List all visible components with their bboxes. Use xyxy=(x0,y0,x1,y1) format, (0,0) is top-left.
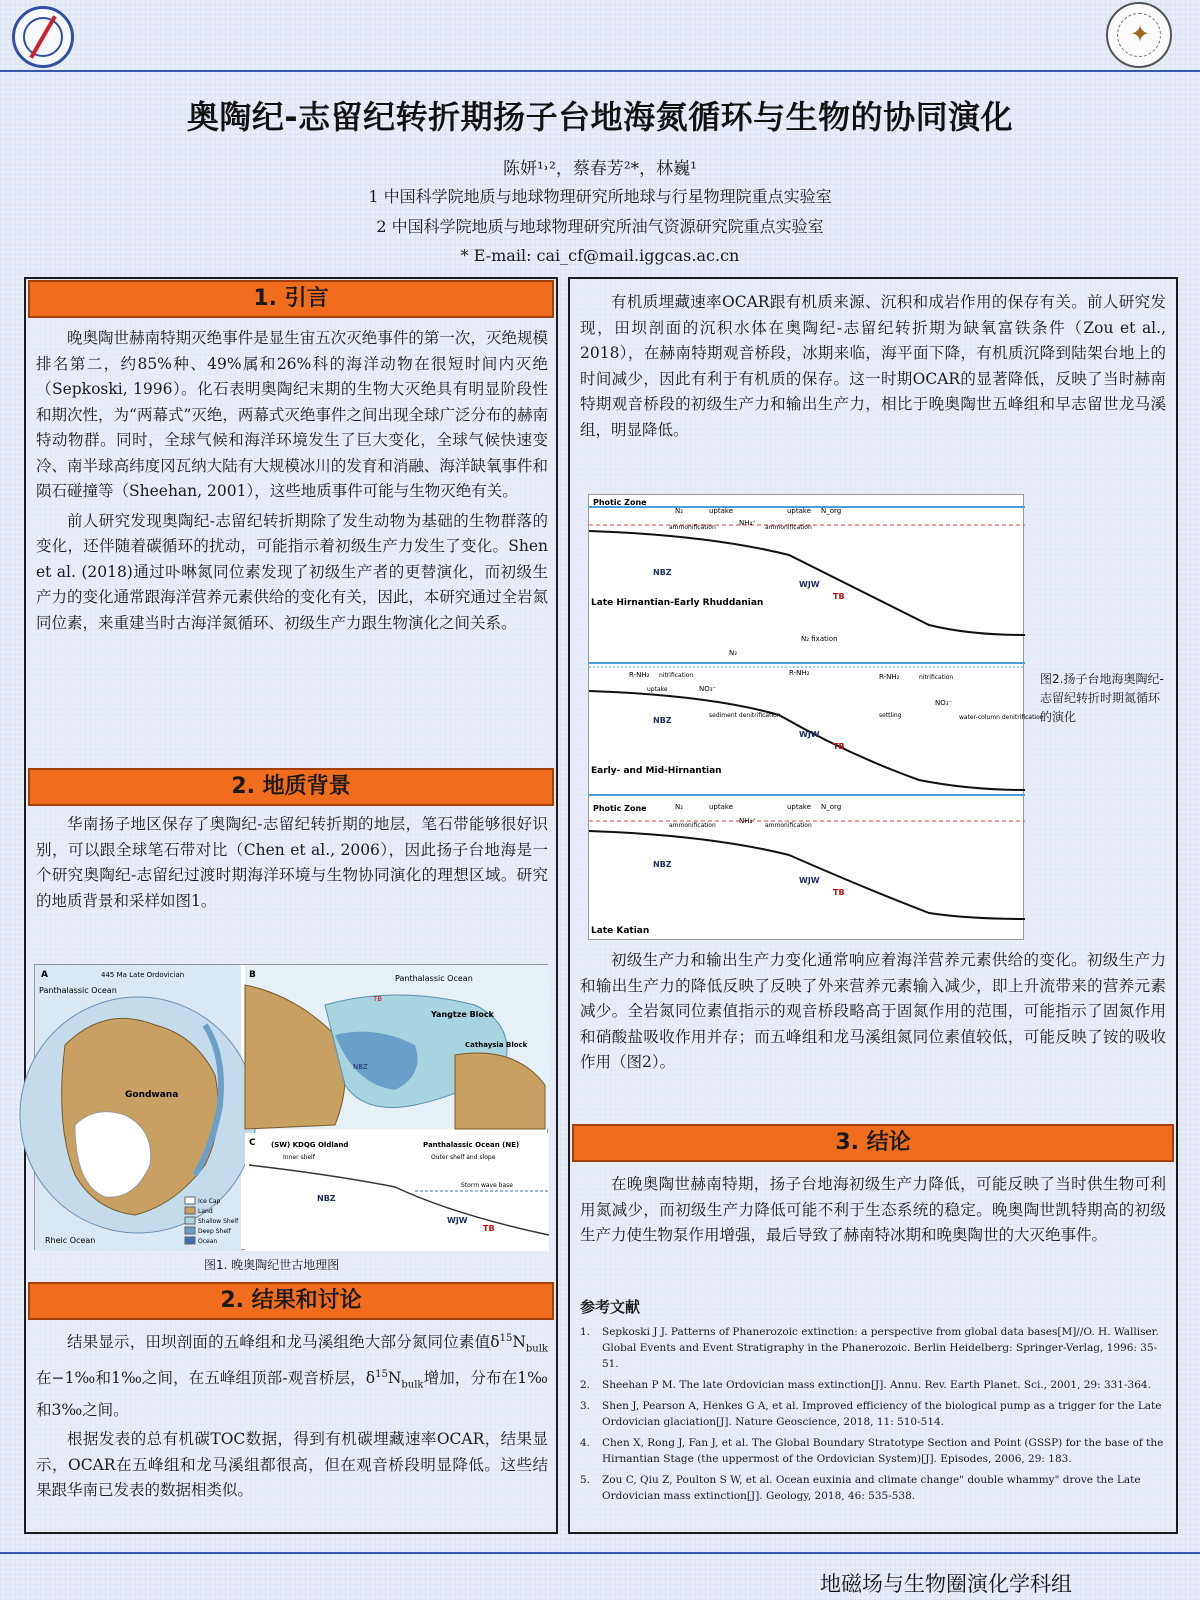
fig1-c-right-label: Panthalassic Ocean (NE) xyxy=(423,1141,520,1149)
fig2-p3-photic: Photic Zone xyxy=(593,804,647,813)
footer-group-name: 地磁场与生物圈演化学科组 xyxy=(820,1572,1072,1596)
fig2-p3-nh4: NH₄⁺ xyxy=(739,817,757,825)
fig2-p2-rnh2-c: R-NH₂ xyxy=(879,673,900,681)
fig2-p1-ammon-b: ammonification xyxy=(765,524,812,531)
fig2-p2-n2: N₂ xyxy=(729,649,738,657)
section-heading-intro: 1. 引言 xyxy=(28,280,554,318)
fig2-p1-norg: N_org xyxy=(821,507,842,515)
compass-icon: ✦ xyxy=(1130,20,1151,48)
fig2-p1-uptake-a: uptake xyxy=(709,507,734,515)
fig1-panel-c xyxy=(245,1133,549,1251)
fig1-panthalassic-label: Panthalassic Ocean xyxy=(39,986,117,995)
fig1-rheic-label: Rheic Ocean xyxy=(45,1236,96,1245)
fig1-c-tb: TB xyxy=(483,1224,495,1233)
fig2-p1-label: Late Hirnantian-Early Rhuddanian xyxy=(591,598,764,608)
fig2-p1-wjw: WJW xyxy=(799,580,820,589)
fig2-p2-settling: settling xyxy=(879,712,902,719)
fig2-p3-seafloor xyxy=(589,831,1025,919)
geology-paragraph-1: 华南扬子地区保存了奥陶纪-志留纪转折期的地层，笔石带能够很好识别，可以跟全球笔石带对比（Chen et al., 2006），因此扬子台地海是一个研究奥陶纪-志留纪过渡时期海洋环境与生物协同演化的理想区域。研究的地质背景和采样如图1。 xyxy=(36,815,548,910)
fig1-legend-deep: Deep Shelf xyxy=(198,1228,231,1235)
intro-paragraph-1: 晚奥陶世赫南特期灭绝事件是显生宙五次灭绝事件的第一次，灭绝规模排名第二，约85%种、49%属和26%科的海洋动物在很短时间内灭绝（Sepkoski, 1996）。化石表明奥陶纪末期的生物大灭绝具有明显阶段性和期次性，为“两幕式”灭绝，两幕式灭绝事件之间出现全球广泛分布的赫南特动物群。同时，全球气候和海洋环境发生了巨大变化，全球气候快速变冷、南半球高纬度冈瓦纳大陆有大规模冰川的发育和消融、海洋缺氧事件和陨石碰撞等（Sheehan, 2001），这些地质事件可能与生物灭绝有关。 xyxy=(36,329,548,500)
fig2-p3-nbz: NBZ xyxy=(653,860,672,869)
fig2-p3-tb: TB xyxy=(833,888,845,897)
results-text xyxy=(36,1326,548,1508)
fig2-p2-uptake: uptake xyxy=(647,686,668,693)
right-paragraph-1: 有机质埋藏速率OCAR跟有机质来源、沉积和成岩作用的保存有关。前人研究发现，田坝剖面的沉积水体在奥陶纪-志留纪转折期为缺氧富铁条件（Zou et al., 2018），在赫南特期观音桥段，冰期来临，海平面下降，有机质沉降到陆架台地上的时间减少，因此有利于有机质的保存。这一时期OCAR的显著降低，反映了当时赫南特期观音桥段的初级生产力和输出生产力，相比于晚奥陶世五峰组和早志留世龙马溪组，明显降低。 xyxy=(580,293,1166,439)
fig1-panel-c-label: C xyxy=(249,1138,256,1148)
fig1-legend-shallow: Shallow Shelf xyxy=(198,1218,239,1225)
references-list xyxy=(580,1324,1164,1509)
fig1-b-panthalassic: Panthalassic Ocean xyxy=(395,974,473,983)
fig2-p3-uptake-b: uptake xyxy=(787,803,812,811)
fig1-legend-ice: Ice Cap xyxy=(198,1198,221,1205)
fig1-b-nbz: NBZ xyxy=(353,1063,368,1071)
figure-1-paleogeography xyxy=(34,964,548,1250)
fig1-c-left-label: (SW) KDQG Oldland xyxy=(271,1141,349,1149)
conclusion-paragraph-1: 在晚奥陶世赫南特期，扬子台地海初级生产力降低，可能反映了当时供生物可利用氮减少，而初级生产力降低可能不利于生态系统的稳定。晚奥陶世凯特期高的初级生产力使生物泵作用增强，最后导致了赫南特冰期和晚奥陶世的大灭绝事件。 xyxy=(580,1175,1166,1244)
section-heading-conclusion: 3. 结论 xyxy=(572,1124,1174,1162)
right-text-top xyxy=(580,290,1166,447)
fig1-panel-a-label: A xyxy=(41,970,48,980)
affiliation-2: 2 中国科学院地质与地球物理研究所油气资源研究院重点实验室 xyxy=(376,217,824,236)
fig2-p1-n2: N₂ xyxy=(675,507,684,515)
fig1-b-tb: TB xyxy=(373,995,383,1003)
fig2-p2-no3-a: NO₃⁻ xyxy=(699,685,717,693)
fig1-c-storm-base: Storm wave base xyxy=(461,1182,513,1189)
reference-item: 2. Sheehan P M. The late Ordovician mass extinction[J]. Annu. Rev. Earth Planet. Sci., 2001, 29: 331-364. xyxy=(580,1379,1151,1391)
fig2-p2-nbz: NBZ xyxy=(653,716,672,725)
reference-item: 5. Zou C, Qiu Z, Poulton S W, et al. Ocean euxinia and climate change" double whammy" drove the Late Ordovician mass extinction[J]. Geology, 2018, 46: 535-538. xyxy=(580,1474,1141,1502)
fig2-p2-nitrif-b: nitrification xyxy=(919,674,954,681)
fig2-p2-fixation: N₂ fixation xyxy=(801,635,838,643)
email: * E-mail: cai_cf@mail.iggcas.ac.cn xyxy=(460,246,740,265)
fig2-p3-ammon-a: ammonification xyxy=(669,822,716,829)
section-heading-geology: 2. 地质背景 xyxy=(28,768,554,806)
fig1-legend-ocean: Ocean xyxy=(198,1238,218,1245)
fig1-b-yangtze: Yangtze Block xyxy=(431,1010,494,1019)
fig2-p2-tb: TB xyxy=(833,742,845,751)
fig1-c-wjw: WJW xyxy=(447,1216,468,1225)
fig1-map-title: 445 Ma Late Ordovician xyxy=(101,971,185,979)
lab-logo-right xyxy=(1106,2,1172,68)
fig2-p1-photic: Photic Zone xyxy=(593,498,647,507)
authors: 陈妍¹˒²，蔡春芳²*，林巍¹ xyxy=(503,159,697,179)
fig2-p3-uptake-a: uptake xyxy=(709,803,734,811)
figure-2-svg xyxy=(589,495,1044,941)
fig2-p2-label: Early- and Mid-Hirnantian xyxy=(591,766,722,776)
reference-item: 3. Shen J, Pearson A, Henkes G A, et al. Improved efficiency of the biological pump as a trigger for the Late Ordovician glaciation[J]. Nature Geoscience, 2018, 11: 510-514. xyxy=(580,1400,1162,1428)
footer-rule xyxy=(0,1552,1200,1554)
affiliation-1: 1 中国科学院地质与地球物理研究所地球与行星物理院重点实验室 xyxy=(368,187,832,206)
fig2-p2-nitrif-a: nitrification xyxy=(659,672,694,679)
intro-text xyxy=(36,326,548,640)
poster-title: 奥陶纪-志留纪转折期扬子台地海氮循环与生物的协同演化 xyxy=(186,98,1014,136)
fig2-p2-rnh2-b: R-NH₂ xyxy=(789,669,810,677)
fig2-p1-uptake-b: uptake xyxy=(787,507,812,515)
figure-2-nitrogen-cycle xyxy=(588,494,1044,940)
references-heading: 参考文献 xyxy=(580,1298,641,1316)
right-paragraph-2: 初级生产力和输出生产力变化通常响应着海洋营养元素供给的变化。初级生产力和输出生产力的降低反映了反映了外来营养元素输入减少，即上升流带来的营养元素减少。全岩氮同位素值指示的观音桥段略高于固氮作用的范围，可能指示了固氮作用和硝酸盐吸收作用并存；而五峰组和龙马溪组氮同位素值较低，可能反映了铵的吸收作用（图2）。 xyxy=(580,951,1166,1071)
fig1-panel-b-label: B xyxy=(249,970,256,980)
institute-logo-left xyxy=(12,6,74,68)
fig1-gondwana-label: Gondwana xyxy=(125,1090,179,1100)
results-paragraph-1: 结果显示，田坝剖面的五峰组和龙马溪组绝大部分氮同位素值$\delta^{15}N_{bulk}$在−1‰和1‰之间，在五峰组顶部-观音桥层，$\delta^{15}N_{bulk}$增加，分布在1‰和3‰之间。 xyxy=(36,1333,548,1419)
intro-paragraph-2: 前人研究发现奥陶纪-志留纪转折期除了发生动物为基础的生物群落的变化，还伴随着碳循环的扰动，可能指示着初级生产力发生了变化。Shen et al. (2018)通过卟啉氮同位素发现了初级生产者的更替演化，而初级生产力的变化通常跟海洋营养元素供给的变化有关，因此，本研究通过全岩氮同位素，来重建当时古海洋氮循环、初级生产力跟生物演化之间关系。 xyxy=(36,511,548,632)
section-heading-results: 2. 结果和讨论 xyxy=(28,1282,554,1320)
fig2-p2-sed-denit: sediment denitrification xyxy=(709,712,781,719)
fig2-p1-ammon-a: ammonification xyxy=(669,524,716,531)
fig1-c-inner-shelf: Inner shelf xyxy=(283,1154,315,1161)
fig2-p2-no3-b: NO₃⁻ xyxy=(935,699,953,707)
results-paragraph-2: 根据发表的总有机碳TOC数据，得到有机碳埋藏速率OCAR，结果显示，OCAR在五峰组和龙马溪组都很高，但在观音桥段明显降低。这些结果跟华南已发表的数据相类似。 xyxy=(36,1430,548,1499)
fig2-p1-nh4: NH₄⁺ xyxy=(739,519,757,527)
figure-1-svg xyxy=(35,965,549,1251)
fig2-p2-wjw: WJW xyxy=(799,730,820,739)
fig2-p1-nbz: NBZ xyxy=(653,568,672,577)
figure-1-caption: 图1. 晚奥陶纪世古地理图 xyxy=(204,1258,340,1272)
figure-2-caption: 图2.扬子台地海奥陶纪-志留纪转折时期氮循环的演化 xyxy=(1040,672,1164,724)
reference-item: 1. Sepkoski J J. Patterns of Phanerozoic extinction: a perspective from global data bases[M]//O. H. Walliser. Global Events and Event Stratigraphy in the Phanerozoic. Berlin Heidelberg: Springer-Verlag, 1996: 35-51. xyxy=(580,1326,1159,1370)
fig2-p3-wjw: WJW xyxy=(799,876,820,885)
fig1-c-outer-shelf: Outer shelf and slope xyxy=(431,1154,496,1161)
fig1-legend-land: Land xyxy=(198,1208,213,1215)
fig2-p3-ammon-b: ammonification xyxy=(765,822,812,829)
fig2-p3-n2: N₂ xyxy=(675,803,684,811)
header-rule xyxy=(0,70,1200,72)
conclusion-text xyxy=(580,1172,1166,1253)
reference-item: 4. Chen X, Rong J, Fan J, et al. The Global Boundary Stratotype Section and Point (GSSP) for the base of the Hirnantian Stage (the uppermost of the Ordovician System)[J]. Episodes, 2006, 29: 183. xyxy=(580,1437,1164,1465)
fig2-p2-rnh2-a: R-NH₂ xyxy=(629,671,650,679)
fig1-b-cathaysia: Cathaysia Block xyxy=(465,1041,528,1049)
fig2-p3-label: Late Katian xyxy=(591,926,650,936)
fig1-c-nbz: NBZ xyxy=(317,1194,336,1203)
fig2-p2-wc-denit: water-column denitrification xyxy=(959,714,1044,721)
fig2-p1-tb: TB xyxy=(833,592,845,601)
fig2-p3-norg: N_org xyxy=(821,803,842,811)
right-text-mid xyxy=(580,948,1166,1080)
geology-text xyxy=(36,812,548,918)
